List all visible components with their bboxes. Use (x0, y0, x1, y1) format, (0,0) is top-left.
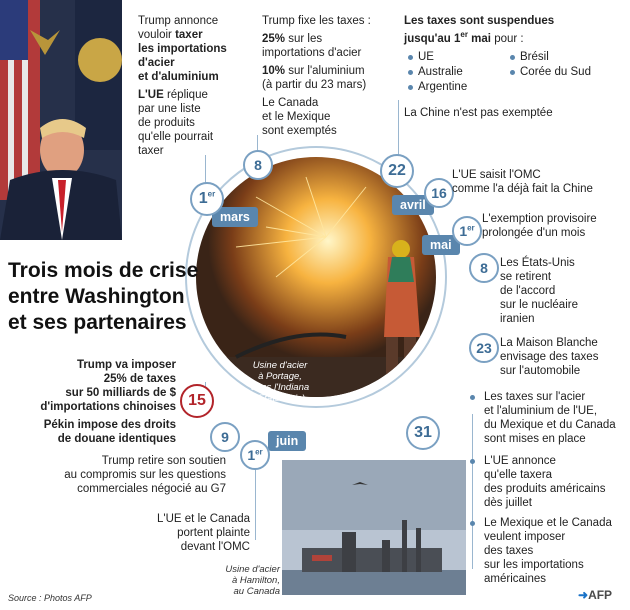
event-mar22-l2sup: er (460, 30, 468, 39)
event-mar1-l2a: vouloir (138, 29, 176, 41)
event-may31b-l4: dès juillet (484, 497, 532, 509)
event-may31b-l1: L'UE annonce (484, 455, 556, 467)
event-may31c (484, 516, 628, 586)
caption-steel (240, 360, 320, 404)
day-marker-may31: 31 (406, 416, 440, 450)
event-mar22-countries (404, 50, 624, 98)
day-marker-jun1 (240, 440, 270, 470)
event-mar8-l5: (à partir du 23 mars) (262, 79, 367, 91)
event-mar8-l1: Trump fixe les taxes : (262, 15, 371, 27)
event-mar1-l5: et d'aluminium (138, 71, 219, 83)
event-jun15-l4: d'importations chinoises (40, 401, 176, 413)
trump-photo (0, 0, 122, 240)
event-mar8 (262, 14, 392, 138)
event-mar1-l6a: L'UE (138, 89, 164, 101)
day-mar1-number: 1 (198, 190, 208, 207)
day-marker-mar22: 22 (380, 154, 414, 188)
event-jun15-l5: Pékin impose des droits (43, 419, 176, 431)
event-may1 (482, 212, 627, 240)
event-jun15-l2: 25% de taxes (103, 373, 176, 385)
event-mar22-l2b: mai (467, 32, 491, 45)
event-mar1-l9: qu'elle pourrait (138, 131, 214, 143)
day-may1-sup: er (467, 223, 475, 233)
connector-jun1 (255, 460, 256, 540)
event-mar8-l2b: sur les (285, 33, 323, 45)
event-mar22-l2a: jusqu'au 1 (404, 32, 461, 45)
month-avril: avril (392, 195, 434, 215)
day-mar1-sup: er (207, 189, 216, 199)
bullet (408, 85, 413, 90)
event-apr16 (452, 168, 627, 196)
event-mar22-l2c: pour : (491, 32, 524, 45)
bullet (470, 521, 475, 526)
country-australie: Australie (418, 65, 463, 78)
afp-logo (578, 588, 612, 602)
event-may23-l1: La Maison Blanche (500, 337, 598, 349)
event-jun15 (8, 358, 176, 446)
event-may31a (484, 390, 628, 446)
event-mar1-l3: les importations (138, 43, 227, 55)
day-jun1-number: 1 (247, 447, 256, 463)
source-credit: Source : Photos AFP (8, 593, 92, 603)
day-marker-mar1 (190, 182, 224, 216)
day-marker-mar8: 8 (243, 150, 273, 180)
country-ue: UE (418, 50, 434, 63)
event-may31b-l3: des produits américains (484, 483, 606, 495)
event-may23-l3: sur l'automobile (500, 365, 581, 377)
event-may31c-l4: sur les importations (484, 559, 584, 571)
day-marker-jun9: 9 (210, 422, 240, 452)
caption-city (200, 564, 280, 597)
afp-arrow-icon: ➜ (578, 588, 589, 602)
event-may8 (500, 256, 625, 326)
caption-city-l3: au Canada (233, 586, 280, 597)
day-marker-may8: 8 (469, 253, 499, 283)
event-may31b-l2: qu'elle taxera (484, 469, 553, 481)
caption-steel-l1: Usine d'acier (252, 360, 308, 371)
caption-city-l2: à Hamilton, (231, 575, 280, 586)
day-marker-apr16: 16 (424, 178, 454, 208)
event-mar8-l3: importations d'acier (262, 47, 362, 59)
event-jun9-l3: commerciales négocié au G7 (77, 483, 226, 495)
event-mar1-l7: par une liste (138, 103, 201, 115)
event-may31c-l3: des taxes (484, 545, 534, 557)
event-may8-l4: sur le nucléaire (500, 299, 578, 311)
day-may1-number: 1 (459, 223, 468, 239)
month-mars: mars (212, 207, 258, 227)
event-mar8-l2a: 25% (262, 33, 286, 45)
event-may1-l2: prolongée d'un mois (482, 227, 586, 239)
event-apr16-l2: comme l'a déjà fait la Chine (452, 183, 593, 195)
event-may23-l2: envisage des taxes (500, 351, 599, 363)
bullet (470, 395, 475, 400)
event-mar8-l2 (262, 32, 392, 46)
bullet (470, 459, 475, 464)
bullet (510, 55, 515, 60)
hamilton-factory-photo (282, 460, 466, 595)
event-may31a-l2: et l'aluminium de l'UE, (484, 405, 598, 417)
afp-logo-text: AFP (588, 588, 613, 602)
bullet (510, 70, 515, 75)
event-jun1-l2: portent plainte (177, 527, 250, 539)
event-mar22-note: La Chine n'est pas exemptée (404, 106, 553, 119)
event-mar1-l8: de produits (138, 117, 195, 129)
event-mar8-l4a: 10% (262, 65, 286, 77)
event-jun1-l1: L'UE et le Canada (157, 513, 250, 525)
event-may31b (484, 454, 628, 510)
day-marker-jun15: 15 (180, 384, 214, 418)
event-mar1-l10: taxer (138, 145, 164, 157)
event-mar22-l2 (404, 28, 624, 46)
bullet (408, 55, 413, 60)
trump-photo-illustration (0, 0, 122, 240)
connector-mar22 (398, 100, 399, 158)
event-may31a-l4: sont mises en place (484, 433, 586, 445)
page-title: Trois mois de crise entre Washington et ses partenaires (8, 259, 199, 334)
caption-steel-l4: (États-Unis) (254, 393, 306, 404)
event-mar1-l6b: réplique (163, 89, 208, 101)
country-bresil: Brésil (520, 50, 549, 63)
event-mar1-l2 (138, 28, 248, 42)
city-photo-illustration (282, 460, 466, 595)
event-apr16-l1: L'UE saisit l'OMC (452, 169, 541, 181)
day-jun1-sup: er (255, 447, 263, 457)
country-argentine: Argentine (418, 80, 468, 93)
country-coree: Corée du Sud (520, 65, 591, 78)
event-may8-l1: Les États-Unis (500, 257, 575, 269)
event-jun9 (30, 454, 226, 496)
month-mai: mai (422, 235, 460, 255)
event-mar1 (138, 14, 248, 158)
month-juin: juin (268, 431, 306, 451)
connector-may31 (472, 414, 473, 569)
event-may31c-l2: veulent imposer (484, 531, 566, 543)
event-mar1-l1: Trump annonce (138, 15, 219, 27)
event-mar1-l4: d'acier (138, 57, 175, 69)
caption-steel-l2: à Portage, (258, 371, 302, 382)
event-jun9-l2: au compromis sur les questions (64, 469, 226, 481)
bullet (408, 70, 413, 75)
event-jun15-l6: de douane identiques (57, 433, 176, 445)
event-mar8-l4b: sur l'aluminium (285, 65, 365, 77)
event-jun15-l3: sur 50 milliards de $ (65, 387, 176, 399)
event-may8-l5: iranien (500, 313, 535, 325)
event-may8-l3: de l'accord (500, 285, 556, 297)
event-may31c-l5: américaines (484, 573, 546, 585)
event-may31a-l3: du Mexique et du Canada (484, 419, 616, 431)
event-mar1-l2b: taxer (175, 29, 203, 41)
event-may31c-l1: Le Mexique et le Canada (484, 517, 612, 529)
event-may31a-l1: Les taxes sur l'acier (484, 391, 586, 403)
day-marker-may23: 23 (469, 333, 499, 363)
event-mar22-l1: Les taxes sont suspendues (404, 15, 555, 27)
caption-city-l1: Usine d'acier (225, 564, 280, 575)
event-jun1 (120, 512, 250, 554)
event-mar8-l7: et le Mexique (262, 111, 331, 123)
event-mar22 (404, 14, 624, 120)
event-mar8-l6: Le Canada (262, 97, 319, 109)
caption-steel-l3: dans l'Indiana (250, 382, 310, 393)
event-may8-l2: se retirent (500, 271, 552, 283)
day-marker-may1 (452, 216, 482, 246)
event-jun1-l3: devant l'OMC (180, 541, 250, 553)
event-may1-l1: L'exemption provisoire (482, 213, 597, 225)
event-mar8-l4 (262, 64, 392, 78)
event-mar8-l8: sont exemptés (262, 125, 337, 137)
event-jun15-l1: Trump va imposer (76, 359, 176, 371)
connector-mar1 (205, 155, 206, 185)
event-jun9-l1: Trump retire son soutien (101, 455, 226, 467)
event-mar1-l6 (138, 88, 248, 102)
event-may23 (500, 336, 625, 378)
